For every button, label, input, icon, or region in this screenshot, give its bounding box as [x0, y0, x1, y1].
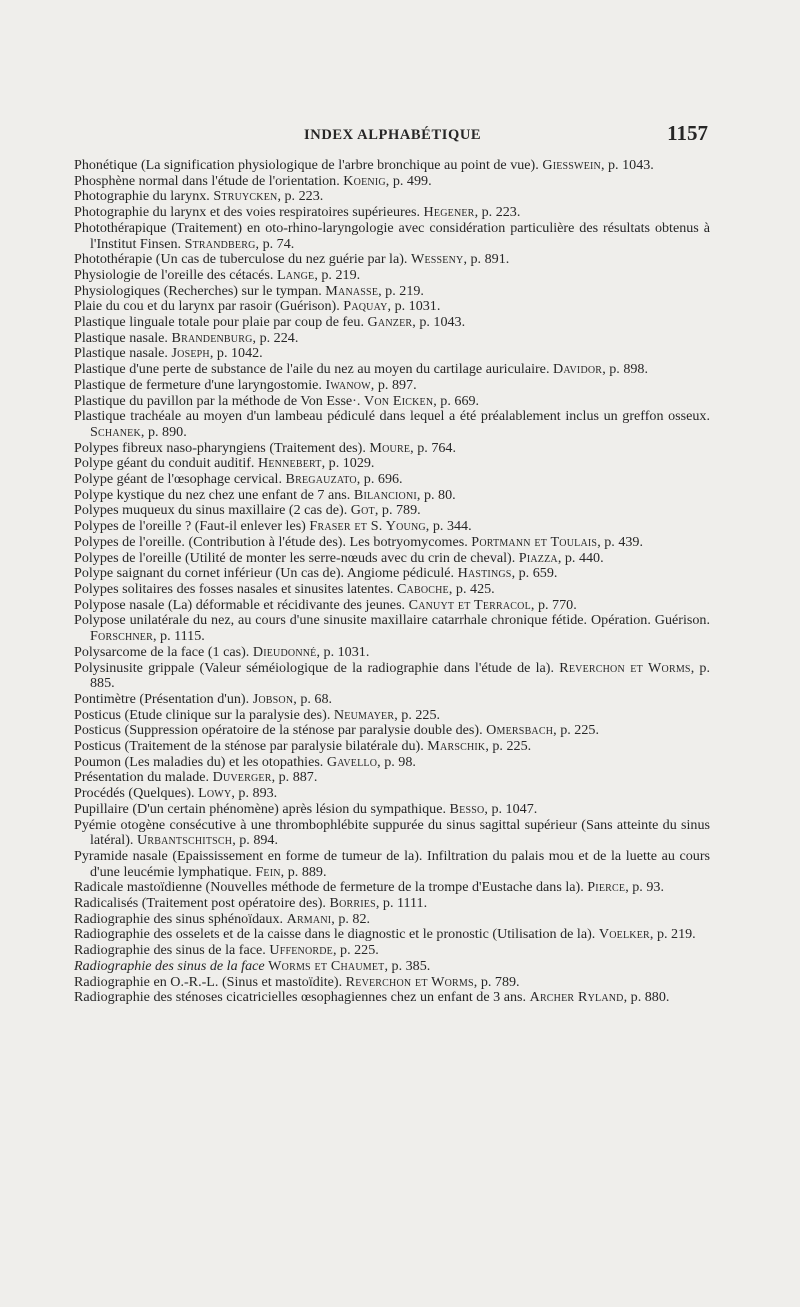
entry-page-ref: , p. 1043. [412, 314, 466, 331]
entry-authors: Koenig [343, 172, 386, 189]
entry-page-ref: , p. 82. [331, 910, 371, 927]
entry-page-ref: , p. 219. [378, 282, 424, 299]
entry-page-ref: , p. 897. [370, 376, 417, 393]
entry-authors: Fraser et S. Young [309, 518, 426, 535]
entry-authors: Fein [255, 863, 281, 880]
entry-page-ref: , p. 1029. [321, 455, 375, 472]
entry-title: Polype géant du conduit auditif. [74, 455, 255, 472]
entry-page-ref: , p. 898. [602, 361, 648, 378]
entry-page-ref: , p. 68. [293, 690, 333, 707]
entry-authors: Urbantschitsch [136, 832, 233, 849]
entry-title: Polysinusite grippale (Valeur séméiologique de la radiographie dans l'étude de la). [74, 659, 555, 676]
entry-page-ref: , p. 890. [140, 423, 187, 440]
entry-page-ref: , p. 499. [385, 172, 432, 189]
entry-title: Polypose unilatérale du nez, au cours d'une sinusite maxillaire catarrhale chronique fétide. Opération. Guérison. [74, 612, 710, 629]
entry-authors: Moure [369, 439, 411, 456]
entry-authors: Lange [276, 266, 315, 283]
entry-page-ref: , p. 885. [90, 659, 711, 692]
entry-page-ref: , p. 1043. [600, 157, 654, 173]
entry-title: Plastique du pavillon par la méthode de Von Esse·. [74, 392, 361, 409]
entry-page-ref: , p. 659. [511, 565, 558, 582]
entry-page-ref: , p. 224. [252, 329, 299, 346]
entry-title: Plastique trachéale au moyen d'un lambeau pédiculé dans lequel a été préalablement inclus un greffon osseux. [74, 408, 710, 425]
index-entry [74, 535, 710, 551]
entry-authors: Borries [329, 895, 376, 912]
entry-title: Procédés (Quelques). [74, 785, 195, 802]
index-entry [74, 315, 710, 331]
entry-authors: Struycken [213, 188, 278, 205]
entry-title: Polype kystique du nez chez une enfant de 7 ans. [74, 486, 351, 503]
index-entry [74, 205, 710, 221]
entry-authors: Neumayer [333, 706, 395, 723]
entry-page-ref: , p. 1042. [209, 345, 263, 362]
entry-authors: Got [350, 502, 375, 519]
index-entry [74, 488, 710, 504]
index-entry [74, 378, 710, 394]
entry-page-ref: , p. 1031. [316, 643, 370, 660]
entry-authors: Bilancioni [353, 486, 417, 503]
index-entry [74, 770, 710, 786]
index-entry [74, 158, 710, 174]
entry-title: Poumon (Les maladies du) et les otopathies. [74, 753, 324, 770]
entry-page-ref: , p. 789. [374, 502, 421, 519]
entry-title: Plaie du cou et du larynx par rasoir (Guérison). [74, 298, 340, 315]
entry-authors: Reverchon et Worms [559, 659, 691, 676]
entry-title: Physiologie de l'oreille des cétacés. [74, 266, 274, 283]
index-entry [74, 331, 710, 347]
index-entry [74, 346, 710, 362]
entry-title: Posticus (Etude clinique sur la paralysie des). [74, 706, 331, 723]
entry-page-ref: , p. 425. [448, 580, 495, 597]
entry-page-ref: , p. 1111. [375, 895, 428, 912]
entry-page-ref: , p. 225. [332, 942, 379, 959]
entry-page-ref: , p. 789. [473, 973, 520, 990]
entry-authors: Joseph [171, 345, 210, 362]
entry-page-ref: , p. 344. [425, 518, 472, 535]
entry-title: Plastique d'une perte de substance de l'aile du nez au moyen du cartilage auriculaire. [74, 361, 550, 378]
entry-title: Polype saignant du cornet inférieur (Un cas de). Angiome pédiculé. [74, 565, 455, 582]
entry-authors: Paquay [343, 298, 388, 315]
entry-page-ref: , p. 225. [553, 722, 599, 739]
entry-authors: Bregauzato [285, 471, 357, 488]
index-entry [74, 472, 710, 488]
entry-authors: Brandenburg [171, 329, 253, 346]
entry-authors: Voelker [598, 926, 650, 943]
index-entry [74, 755, 710, 771]
index-entry [74, 880, 710, 896]
entry-authors: Worms et Chaumet [268, 957, 385, 974]
entry-title: Polypes de l'oreille. (Contribution à l'étude des). Les botryomycomes. [74, 533, 468, 550]
index-entry [74, 503, 710, 519]
index-entry [74, 582, 710, 598]
entry-authors: Von Eicken [363, 392, 434, 409]
index-entry [74, 943, 710, 959]
entry-authors: Reverchon et Worms [345, 973, 474, 990]
entry-title: Posticus (Traitement de la sténose par paralysie bilatérale du). [74, 738, 424, 755]
entry-authors: Giesswein [542, 157, 601, 173]
entry-page-ref: , p. 225. [394, 706, 441, 723]
entry-title: Plastique nasale. [74, 345, 168, 362]
index-entry [74, 456, 710, 472]
entry-authors: Marschik [427, 738, 486, 755]
entry-title: Physiologiques (Recherches) sur le tympan. [74, 282, 322, 299]
index-entry [74, 645, 710, 661]
entry-page-ref: , p. 225. [485, 738, 532, 755]
entry-title: Présentation du malade. [74, 769, 210, 786]
entry-authors: Manasse [325, 282, 379, 299]
entry-title: Photographie du larynx. [74, 188, 210, 205]
entry-title: Radiographie en O.-R.-L. (Sinus et mastoïdite). [74, 973, 343, 990]
entry-page-ref: , p. 669. [433, 392, 480, 409]
entry-authors: Iwanow [325, 376, 371, 393]
index-entry [74, 598, 710, 614]
entry-authors: Ganzer [367, 314, 413, 331]
entry-page-ref: , p. 1047. [484, 800, 538, 817]
index-entry [74, 692, 710, 708]
entry-title: Polypes fibreux naso-pharyngiens (Traitement des). [74, 439, 366, 456]
entry-title: Polysarcome de la face (1 cas). [74, 643, 250, 660]
entry-title: Radicalisés (Traitement post opératoire des). [74, 895, 326, 912]
entry-page-ref: , p. 93. [625, 879, 664, 896]
index-entry [74, 739, 710, 755]
entry-page-ref: , p. 223. [474, 204, 521, 221]
entry-authors: Schanek [90, 423, 141, 440]
entry-title: Posticus (Suppression opératoire de la sténose par paralysie double des). [74, 722, 483, 739]
entry-page-ref: , p. 893. [231, 785, 278, 802]
entry-page-ref: , p. 1115. [152, 628, 205, 645]
index-entry [74, 221, 710, 252]
entry-title: Photographie du larynx et des voies respiratoires supérieures. [74, 204, 420, 221]
index-entry [74, 802, 710, 818]
entry-title: Plastique de fermeture d'une laryngostomie. [74, 376, 322, 393]
entry-title: Photothérapie (Un cas de tuberculose du nez guérie par la). [74, 251, 408, 268]
index-entry [74, 284, 710, 300]
entry-title: Radiographie des osselets et de la caisse dans le diagnostic et le pronostic (Utilisation de la). [74, 926, 596, 943]
entry-authors: Lowy [198, 785, 232, 802]
entry-authors: Dieudonné [252, 643, 317, 660]
entry-authors: Uffenorde [269, 942, 333, 959]
entry-title: Pupillaire (D'un certain phénomène) après lésion du sympathique. [74, 800, 447, 817]
entry-title: Phonétique (La signification physiologique de l'arbre bronchique au point de vue). [74, 157, 539, 173]
index-entry [74, 299, 710, 315]
entry-authors: Jobson [252, 690, 294, 707]
entry-title: Radicale mastoïdienne (Nouvelles méthode de fermeture de la trompe d'Eustache dans la). [74, 879, 584, 896]
entry-page-ref: , p. 764. [410, 439, 456, 456]
index-entry [74, 990, 710, 1006]
index-entries-list [74, 158, 710, 1006]
index-entry [74, 252, 710, 268]
index-entry [74, 174, 710, 190]
entry-page-ref: , p. 889. [280, 863, 327, 880]
entry-title: Polype géant de l'œsophage cervical. [74, 471, 282, 488]
index-entry [74, 189, 710, 205]
index-entry [74, 786, 710, 802]
entry-page-ref: , p. 894. [232, 832, 278, 849]
index-entry [74, 394, 710, 410]
entry-title: Polypes solitaires des fosses nasales et sinusites latentes. [74, 580, 394, 597]
index-entry [74, 551, 710, 567]
index-entry [74, 613, 710, 644]
entry-page-ref: , p. 880. [623, 989, 670, 1006]
page-number: 1157 [667, 121, 708, 145]
entry-page-ref: , p. 440. [557, 549, 604, 566]
entry-page-ref: , p. 74. [255, 235, 295, 252]
index-entry [74, 409, 710, 440]
entry-authors: Caboche [396, 580, 449, 597]
entry-title: Phosphène normal dans l'étude de l'orientation. [74, 172, 340, 189]
index-entry [74, 959, 710, 975]
entry-page-ref: , p. 770. [530, 596, 577, 613]
entry-authors: Archer Ryland [529, 989, 624, 1006]
entry-authors: Canuyt et Terracol [408, 596, 531, 613]
index-entry [74, 566, 710, 582]
page-header [100, 121, 708, 145]
entry-title: Plastique linguale totale pour plaie par coup de feu. [74, 314, 365, 331]
entry-authors: Hegener [423, 204, 475, 221]
entry-title: Polypes de l'oreille (Utilité de monter les serre-nœuds avec du crin de cheval). [74, 549, 516, 566]
entry-page-ref: , p. 80. [416, 486, 456, 503]
entry-authors: Piazza [518, 549, 558, 566]
entry-page-ref: , p. 98. [377, 753, 416, 770]
index-entry [74, 441, 710, 457]
entry-title: Polypes muqueux du sinus maxillaire (2 cas de). [74, 502, 348, 519]
entry-page-ref: , p. 696. [356, 471, 403, 488]
entry-title: Radiographie des sinus de la face. [74, 942, 266, 959]
index-entry [74, 896, 710, 912]
entry-authors: Hennebert [257, 455, 322, 472]
index-entry [74, 661, 710, 692]
entry-title: Pontimètre (Présentation d'un). [74, 690, 250, 707]
entry-authors: Wesseny [410, 251, 464, 268]
entry-title: Radiographie des sténoses cicatricielles œsophagiennes chez un enfant de 3 ans. [74, 989, 527, 1006]
index-entry [74, 519, 710, 535]
entry-authors: Davidor [553, 361, 603, 378]
entry-authors: Pierce [587, 879, 626, 896]
index-entry [74, 268, 710, 284]
entry-page-ref: , p. 1031. [387, 298, 441, 315]
entry-authors: Duverger [212, 769, 272, 786]
entry-title: Pyramide nasale (Epaississement en forme de tumeur de la). Infiltration du palais mou et de la luette au cours d'une leucémie lymphatique. [74, 847, 710, 880]
index-entry [74, 723, 710, 739]
entry-page-ref: , p. 891. [463, 251, 510, 268]
index-entry [74, 362, 710, 378]
entry-title: Radiographie des sinus de la face [74, 957, 265, 974]
index-entry [74, 849, 710, 880]
entry-authors: Omersbach [486, 722, 554, 739]
index-entry [74, 927, 710, 943]
entry-title: Photothérapique (Traitement) en oto-rhino-laryngologie avec considération particulière des résultats obtenus à l'Institut Finsen. [74, 219, 710, 252]
entry-authors: Portmann et Toulais [471, 533, 598, 550]
running-head-title: INDEX ALPHABÉTIQUE [304, 127, 482, 143]
entry-authors: Armani [286, 910, 332, 927]
entry-title: Plastique nasale. [74, 329, 168, 346]
entry-authors: Gavello [326, 753, 378, 770]
entry-title: Polypose nasale (La) déformable et récidivante des jeunes. [74, 596, 406, 613]
index-entry [74, 708, 710, 724]
entry-title: Pyémie otogène consécutive à une thrombophlébite suppurée du sinus sagittal supérieur (Sans atteinte du sinus latéral). [74, 816, 710, 849]
entry-title: Radiographie des sinus sphénoïdaux. [74, 910, 284, 927]
entry-authors: Hastings [457, 565, 512, 582]
index-entry [74, 912, 710, 928]
entry-page-ref: , p. 439. [597, 533, 643, 550]
index-entry [74, 818, 710, 849]
entry-authors: Besso [449, 800, 485, 817]
entry-authors: Strandberg [184, 235, 256, 252]
entry-page-ref: , p. 219. [649, 926, 696, 943]
index-entry [74, 975, 710, 991]
entry-authors: Forschner [90, 628, 153, 645]
entry-page-ref: , p. 219. [314, 266, 361, 283]
entry-page-ref: , p. 385. [384, 957, 431, 974]
entry-page-ref: , p. 887. [271, 769, 318, 786]
entry-title: Polypes de l'oreille ? (Faut-il enlever les) [74, 518, 306, 535]
entry-page-ref: , p. 223. [277, 188, 324, 205]
